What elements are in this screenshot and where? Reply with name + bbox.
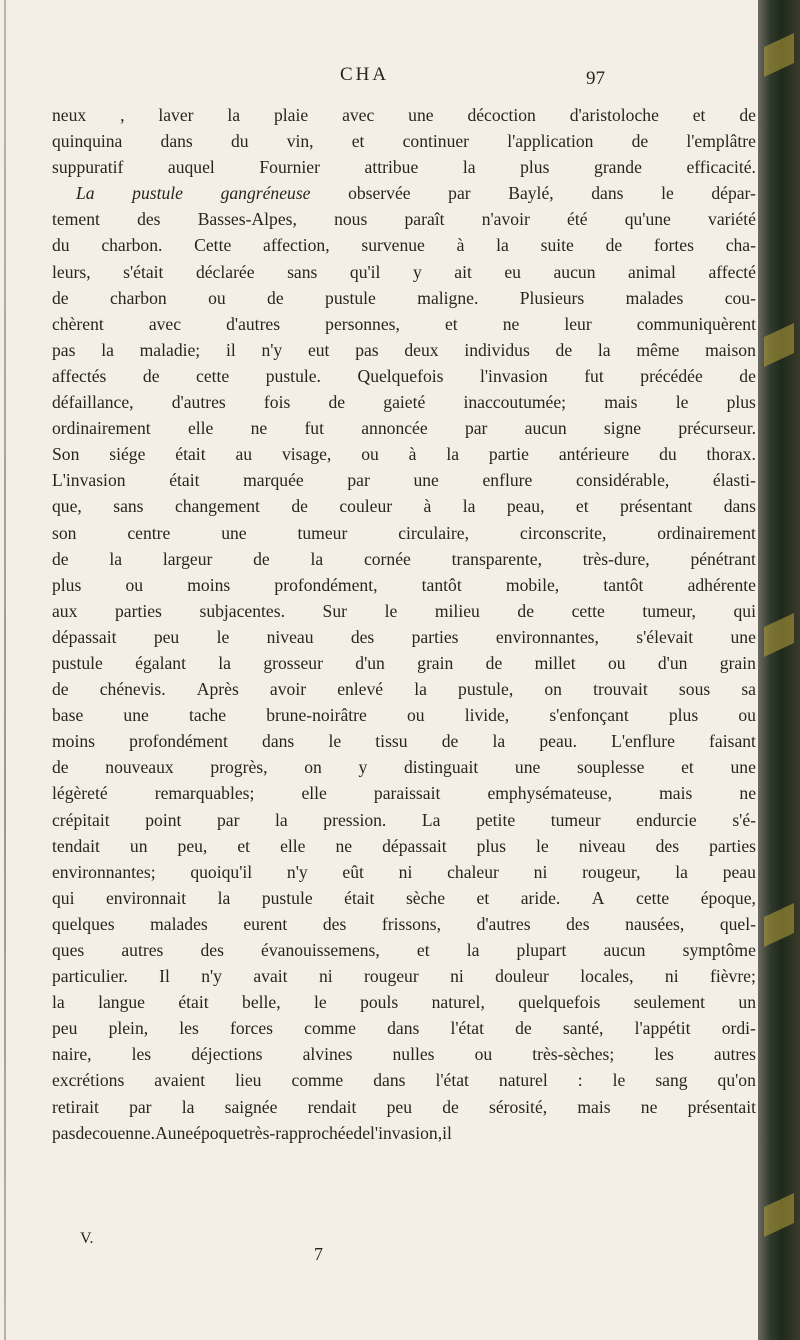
text-line: ordinairement elle ne fut annoncée par aucun signe précurseur. <box>52 418 756 439</box>
spine-decoration <box>764 1193 794 1237</box>
text-line: crépitait point par la pression. La petite tumeur endurcie s'é- <box>52 809 756 830</box>
page-number: 97 <box>586 68 605 89</box>
body-text <box>52 102 756 1146</box>
spine-decoration <box>764 323 794 367</box>
text-line: tement des Basses-Alpes, nous paraît n'avoir été qu'une variété <box>52 209 756 230</box>
text-line: qui environnait la pustule était sèche et aride. A cette époque, <box>52 887 756 908</box>
text-line: L'invasion était marquée par une enflure considérable, élasti- <box>52 470 756 491</box>
text-line: excrétions avaient lieu comme dans l'état naturel : le sang qu'on <box>52 1070 756 1091</box>
page-header <box>40 64 740 98</box>
text-line: légèreté remarquables; elle paraissait emphysémateuse, mais ne <box>52 783 756 804</box>
text-line: aux parties subjacentes. Sur le milieu de cette tumeur, qui <box>52 600 756 621</box>
signature-mark: V. <box>80 1230 94 1247</box>
text-line: plus ou moins profondément, tantôt mobile, tantôt adhérente <box>52 574 756 595</box>
text-line: ques autres des évanouissemens, et la plupart aucun symptôme <box>52 940 756 960</box>
text-line: tendait un peu, et elle ne dépassait plus le niveau des parties <box>52 835 756 856</box>
text-line: affectés de cette pustule. Quelquefois l'invasion fut précédée de <box>52 365 756 386</box>
text-line: chèrent avec d'autres personnes, et ne leur communiquèrent <box>52 313 756 334</box>
spine-decoration <box>764 903 794 947</box>
text-line: moins profondément dans le tissu de la peau. L'enflure faisant <box>52 731 756 752</box>
book-spine-edge <box>758 0 800 1340</box>
text-line: retirait par la saignée rendait peu de sérosité, mais ne présentait <box>52 1096 756 1117</box>
text-line: quelques malades eurent des frissons, d'autres des nausées, quel- <box>52 913 756 934</box>
running-head: CHA <box>340 64 390 85</box>
text-line: pas la maladie; il n'y eut pas deux individus de la même maison <box>52 339 756 360</box>
page-footer <box>80 1230 700 1270</box>
text-line: de nouveaux progrès, on y distinguait une souplesse et une <box>52 757 756 778</box>
text-line: de charbon ou de pustule maligne. Plusieurs malades cou- <box>52 287 756 308</box>
text-line: leurs, s'était déclarée sans qu'il y ait eu aucun animal affecté <box>52 261 756 282</box>
text-line: son centre une tumeur circulaire, circonscrite, ordinairement <box>52 522 756 543</box>
text-line: particulier. Il n'y avait ni rougeur ni douleur locales, ni fièvre; <box>52 966 756 987</box>
text-line: suppuratif auquel Fournier attribue la plus grande efficacité. <box>52 157 756 178</box>
text-line: de la largeur de la cornée transparente, très-dure, pénétrant <box>52 548 756 569</box>
text-line: la langue était belle, le pouls naturel, quelquefois seulement un <box>52 992 756 1013</box>
signature-number: 7 <box>314 1244 323 1264</box>
text-line: environnantes; quoiqu'il n'y eût ni chaleur ni rougeur, la peau <box>52 861 756 882</box>
text-line: du charbon. Cette affection, survenue à la suite de fortes cha- <box>52 235 756 256</box>
text-line: peu plein, les forces comme dans l'état de santé, l'appétit ordi- <box>52 1018 756 1039</box>
text-line: base une tache brune-noirâtre ou livide, s'enfonçant plus ou <box>52 705 756 726</box>
text-line: pas de couenne. A une époque très-rapprochée de l'invasion, il <box>52 1122 452 1143</box>
text-line: défaillance, d'autres fois de gaieté inaccoutumée; mais le plus <box>52 392 756 413</box>
text-line: que, sans changement de couleur à la peau, et présentant dans <box>52 496 756 517</box>
text-line: dépassait peu le niveau des parties environnantes, s'élevait une <box>52 626 756 647</box>
text-line: naire, les déjections alvines nulles ou très-sèches; les autres <box>52 1044 756 1065</box>
text-line: pustule égalant la grosseur d'un grain de millet ou d'un grain <box>52 652 756 673</box>
text-line: Son siége était au visage, ou à la partie antérieure du thorax. <box>52 444 756 465</box>
text-line: de chénevis. Après avoir enlevé la pustule, on trouvait sous sa <box>52 679 756 700</box>
page-left-edge <box>4 0 6 1340</box>
text-line: quinquina dans du vin, et continuer l'application de l'emplâtre <box>52 131 756 152</box>
text-line: neux , laver la plaie avec une décoction d'aristoloche et de <box>52 105 756 125</box>
spine-decoration <box>764 33 794 77</box>
spine-decoration <box>764 613 794 657</box>
text-line: La pustule gangréneuse observée par Baylé, dans le dépar- <box>76 183 756 204</box>
